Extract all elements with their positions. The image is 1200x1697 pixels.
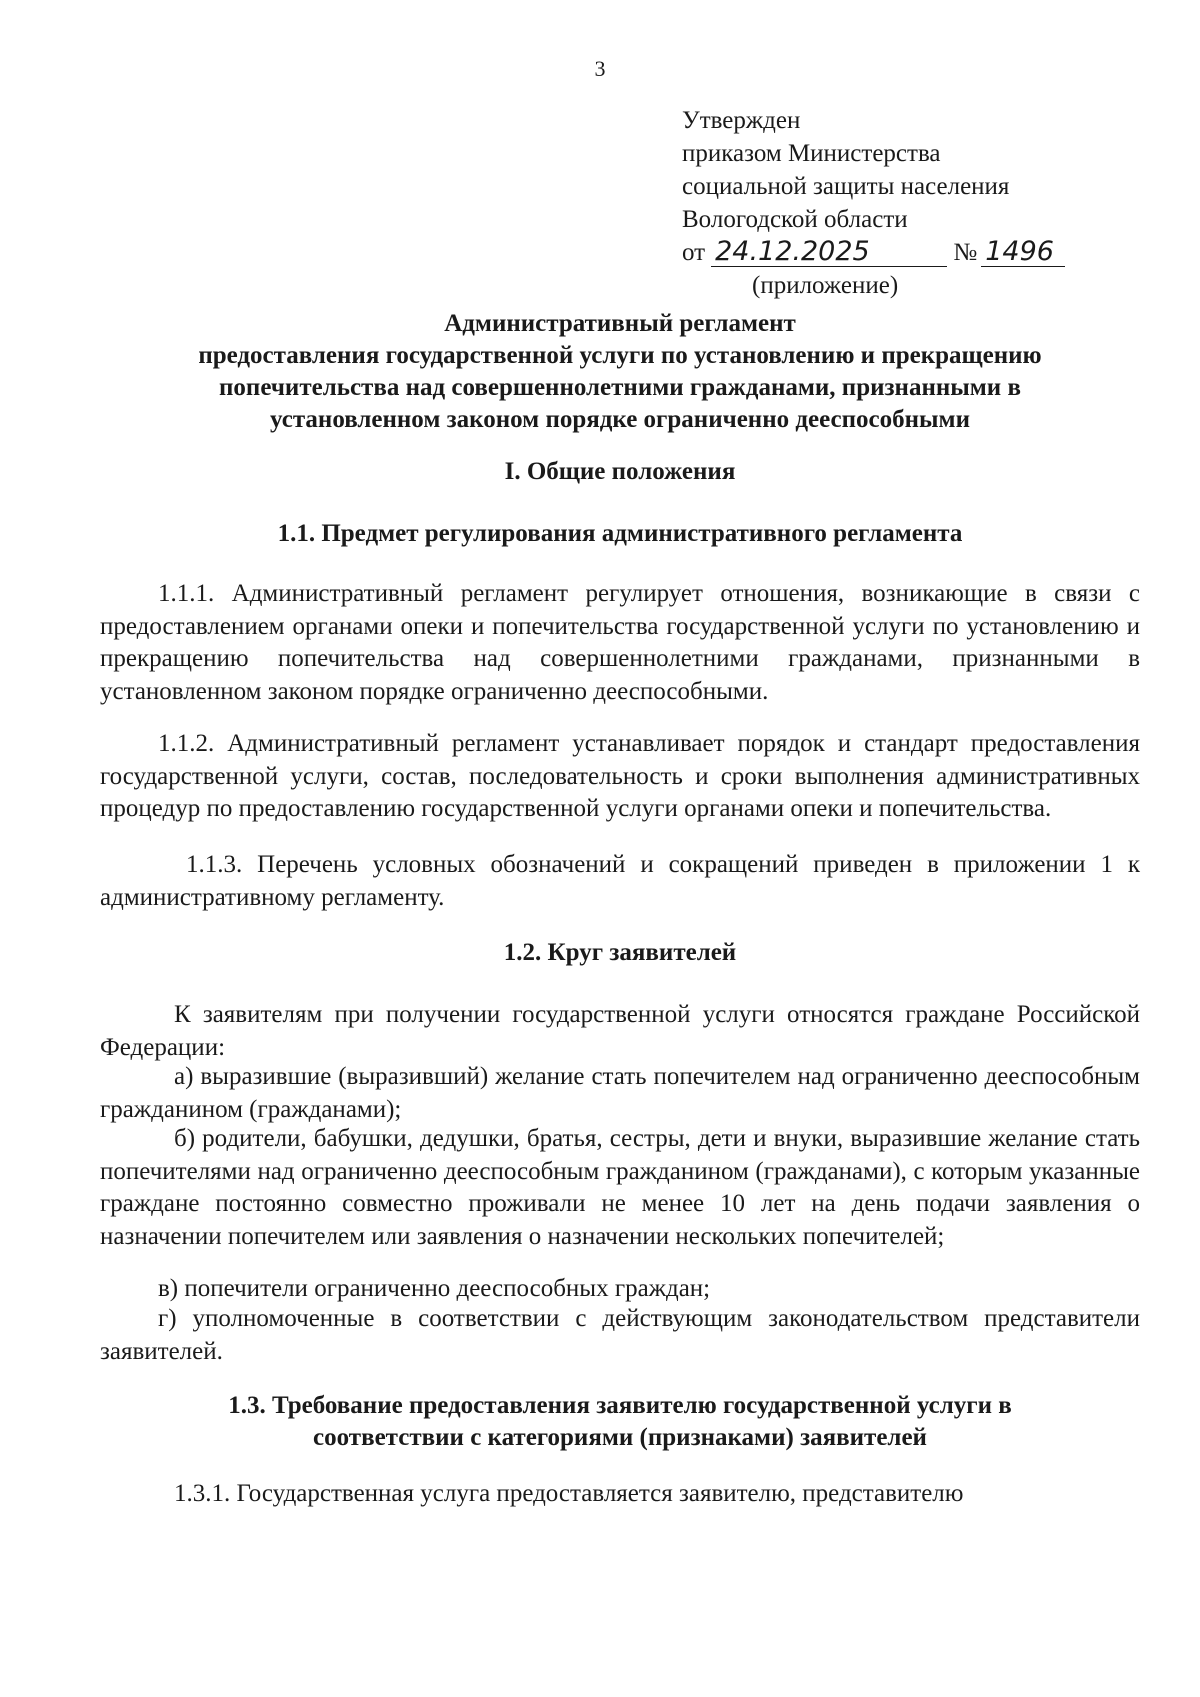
title-line-1: Административный регламент: [444, 310, 796, 337]
paragraph-1-3-1: 1.3.1. Государственная услуга предоставляется заявителю, представителю: [174, 1480, 964, 1507]
approval-stamp-block: [682, 104, 1065, 302]
appendix-label: (приложение): [752, 272, 899, 299]
requirements-heading-line-2: соответствии с категориями (признаками) заявителей: [313, 1424, 927, 1451]
number-sign: №: [953, 239, 978, 266]
document-title: [90, 308, 1150, 436]
paragraph-1-1-1: 1.1.1. Административный регламент регулирует отношения, возникающие в связи с предоставлением органами опеки и попечительства государственной услуги по установлению и прекращению попечительства над совершеннолетними гражданами, признанными в установленном законом порядке ограниченно дееспособными.: [100, 580, 1140, 705]
handwritten-date: 24.12.2025: [711, 238, 947, 267]
approval-line-ministry: социальной защиты населения: [682, 173, 1010, 200]
paragraph-1-1-3: 1.1.3. Перечень условных обозначений и сокращений приведен в приложении 1 к административному регламенту.: [100, 851, 1140, 911]
date-prefix: от: [682, 239, 706, 266]
approval-line-region: Вологодской области: [682, 206, 908, 233]
approval-line-order: приказом Министерства: [682, 140, 941, 167]
list-item-a: а) выразившие (выразивший) желание стать попечителем над ограниченно дееспособным гражданином (гражданами);: [100, 1063, 1140, 1123]
paragraph-applicants-intro: К заявителям при получении государственной услуги относятся граждане Российской Федерации:: [100, 1001, 1140, 1061]
title-line-4: установленном законом порядке ограниченно дееспособными: [270, 406, 970, 433]
title-line-2: предоставления государственной услуги по установлению и прекращению: [198, 342, 1042, 369]
title-line-3: попечительства над совершеннолетними гражданами, признанными в: [219, 374, 1021, 401]
requirements-heading-line-1: 1.3. Требование предоставления заявителю государственной услуги в: [228, 1392, 1012, 1419]
handwritten-order-number: 1496: [981, 238, 1065, 267]
page-number: 3: [594, 56, 606, 81]
section-heading-general: I. Общие положения: [504, 458, 736, 485]
list-item-v: в) попечители ограниченно дееспособных граждан;: [158, 1275, 711, 1302]
approval-line-approved: Утвержден: [682, 107, 801, 134]
section-heading-applicants: 1.2. Круг заявителей: [503, 939, 737, 966]
paragraph-1-1-2: 1.1.2. Административный регламент устанавливает порядок и стандарт предоставления государственной услуги, состав, последовательность и сроки выполнения административных процедур по предоставлению государственной услуги органами опеки и попечительства.: [100, 730, 1140, 822]
approval-date-number-line: [682, 236, 1065, 269]
list-item-g: г) уполномоченные в соответствии с действующим законодательством представители заявителей.: [100, 1305, 1140, 1365]
section-heading-subject: 1.1. Предмет регулирования административного регламента: [277, 520, 963, 547]
section-heading-requirements: [90, 1390, 1150, 1454]
list-item-b: б) родители, бабушки, дедушки, братья, сестры, дети и внуки, выразившие желание стать попечителями над ограниченно дееспособным гражданином (гражданами), с которым указанные граждане постоянно совместно проживали не менее 10 лет на день подачи заявления о назначении попечителем или заявления о назначении нескольких попечителей;: [100, 1125, 1140, 1250]
